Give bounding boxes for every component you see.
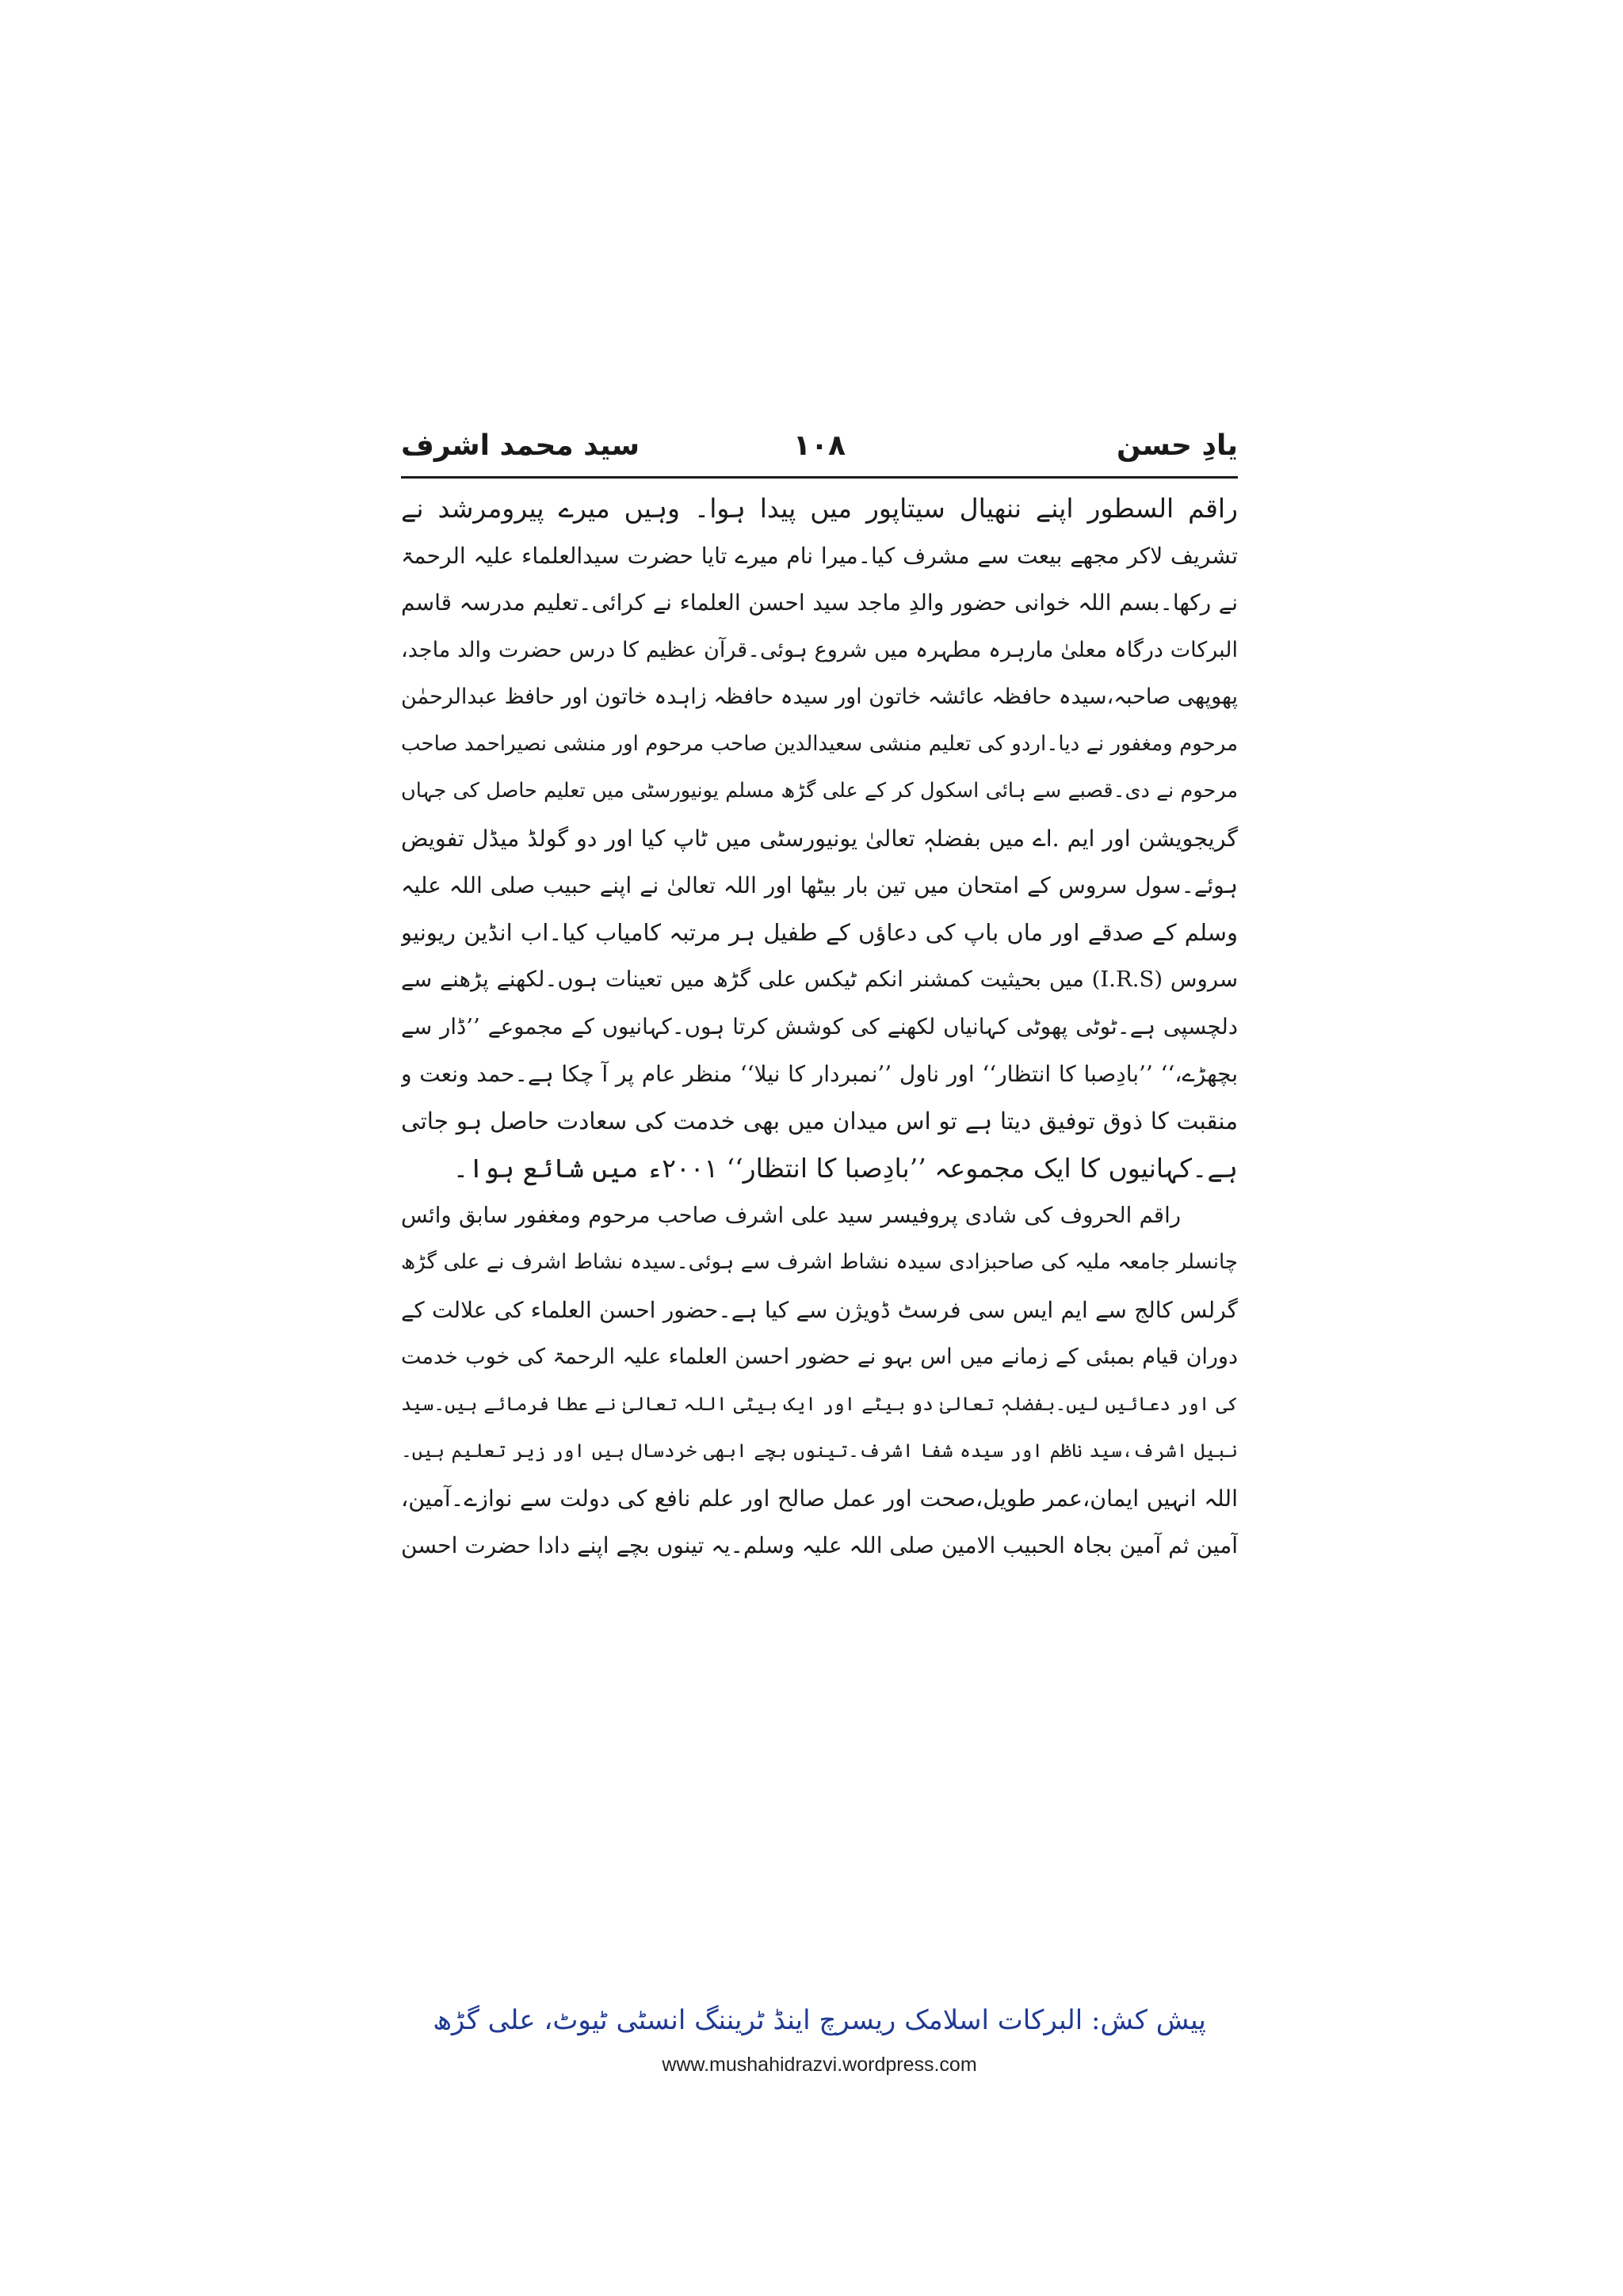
text-line: راقم السطور اپنے ننھیال سیتاپور میں پیدا ہوا۔ وہیں میرے پیرومرشد نے: [401, 493, 1238, 524]
text-line: پھوپھی صاحبہ،سیدہ حافظہ عائشہ خاتون اور سیدہ حافظہ زاہدہ خاتون اور حافظ عبدالرحمٰن: [401, 685, 1238, 709]
text-line: نے رکھا۔بسم اللہ خوانی حضور والدِ ماجد سید احسن العلماء نے کرائی۔تعلیم مدرسہ قاسم: [401, 589, 1238, 616]
text-line: دوران قیام بمبئی کے زمانے میں اس بہو نے حضور احسن العلماء علیہ الرحمۃ کی خوب خدمت: [401, 1344, 1238, 1369]
paragraph-1: [401, 485, 1238, 1192]
text-line: تشریف لاکر مجھے بیعت سے مشرف کیا۔میرا نام میرے تایا حضرت سیدالعلماء علیہ الرحمۃ: [401, 542, 1238, 569]
author-name: سید محمد اشرف: [401, 429, 640, 462]
text-line: چانسلر جامعہ ملیہ کی صاحبزادی سیدہ نشاط اشرف سے ہوئی۔سیدہ نشاط اشرف نے علی گڑھ: [401, 1250, 1238, 1274]
text-line: البرکات درگاہ معلیٰ مارہرہ مطہرہ میں شروع ہوئی۔قرآن عظیم کا درس حضرت والد ماجد،: [401, 637, 1238, 662]
text-line: ہے۔کہانیوں کا ایک مجموعہ ’’بادِصبا کا انتظار‘‘ ۲۰۰۱ء میں شائع ہوا۔: [453, 1153, 1238, 1184]
text-line: منقبت کا ذوق توفیق دیتا ہے تو اس میدان میں بھی خدمت کی سعادت حاصل ہو جاتی: [401, 1107, 1238, 1135]
text-line: بچھڑے،‘‘ ’’بادِصبا کا انتظار‘‘ اور ناول ’’نمبردار کا نیلا‘‘ منظر عام پر آ چکا ہے۔حمد ونعت و: [401, 1061, 1238, 1087]
website-url: www.mushahidrazvi.wordpress.com: [662, 2054, 977, 2076]
text-line: کی اور دعائیں لیں۔بفضلہٖ تعالیٰ دو بیٹے اور ایک بیٹی اللہ تعالیٰ نے عطا فرمائے ہیں۔سید: [401, 1392, 1238, 1415]
text-line: سروس (I.R.S) میں بحیثیت کمشنر انکم ٹیکس علی گڑھ میں تعینات ہوں۔لکھنے پڑھنے سے: [401, 967, 1238, 992]
header-divider: [401, 476, 1238, 479]
text-line: مرحوم نے دی۔قصبے سے ہائی اسکول کر کے علی گڑھ مسلم یونیورسٹی میں تعلیم حاصل کی جہاں: [401, 779, 1238, 803]
book-title: یادِ حسن: [1116, 429, 1238, 462]
text-line: نبیل اشرف،سید ناظم اور سیدہ شفا اشرف۔تینوں بچے ابھی خردسال ہیں اور زیر تعلیم ہیں۔: [401, 1440, 1238, 1462]
publisher-credit: پیش کش: البرکات اسلامک ریسرچ اینڈ ٹریننگ انسٹی ٹیوٹ، علی گڑھ: [433, 2004, 1206, 2036]
text-line: مرحوم ومغفور نے دیا۔اردو کی تعلیم منشی سعیدالدین صاحب مرحوم اور منشی نصیراحمد صاحب: [401, 731, 1238, 756]
page-number: ۱۰۸: [793, 429, 846, 462]
paragraph-2: [401, 1192, 1238, 1569]
text-line: وسلم کے صدقے اور ماں باپ کی دعاؤں کے طفیل ہر مرتبہ کامیاب کیا۔اب انڈین ریونیو: [401, 918, 1238, 946]
text-line: گرلس کالج سے ایم ایس سی فرسٹ ڈویژن سے کیا ہے۔حضور احسن العلماء کی علالت کے: [401, 1296, 1238, 1323]
text-line: دلچسپی ہے۔ٹوٹی پھوٹی کہانیاں لکھنے کی کوشش کرتا ہوں۔کہانیوں کے مجموعے ’’ڈار سے: [401, 1013, 1238, 1039]
text-line: آمین ثم آمین بجاہ الحبیب الامین صلی اللہ علیہ وسلم۔یہ تینوں بچے اپنے دادا حضرت احسن: [401, 1532, 1238, 1558]
text-line: گریجویشن اور ایم .اے میں بفضلہٖ تعالیٰ یونیورسٹی میں ٹاپ کیا اور دو گولڈ میڈل تفویض: [401, 825, 1238, 852]
running-header: [401, 424, 1238, 475]
body-text: [401, 485, 1238, 1569]
text-line: ہوئے۔سول سروس کے امتحان میں تین بار بیٹھا اور اللہ تعالیٰ نے اپنے حبیب صلی اللہ علیہ: [401, 872, 1238, 898]
text-line: اللہ انہیں ایمان،عمر طویل،صحت اور عمل صالح اور علم نافع کی دولت سے نوازے۔آمین،: [401, 1485, 1238, 1512]
text-line: راقم الحروف کی شادی پروفیسر سید علی اشرف صاحب مرحوم ومغفور سابق وائس: [401, 1202, 1181, 1228]
